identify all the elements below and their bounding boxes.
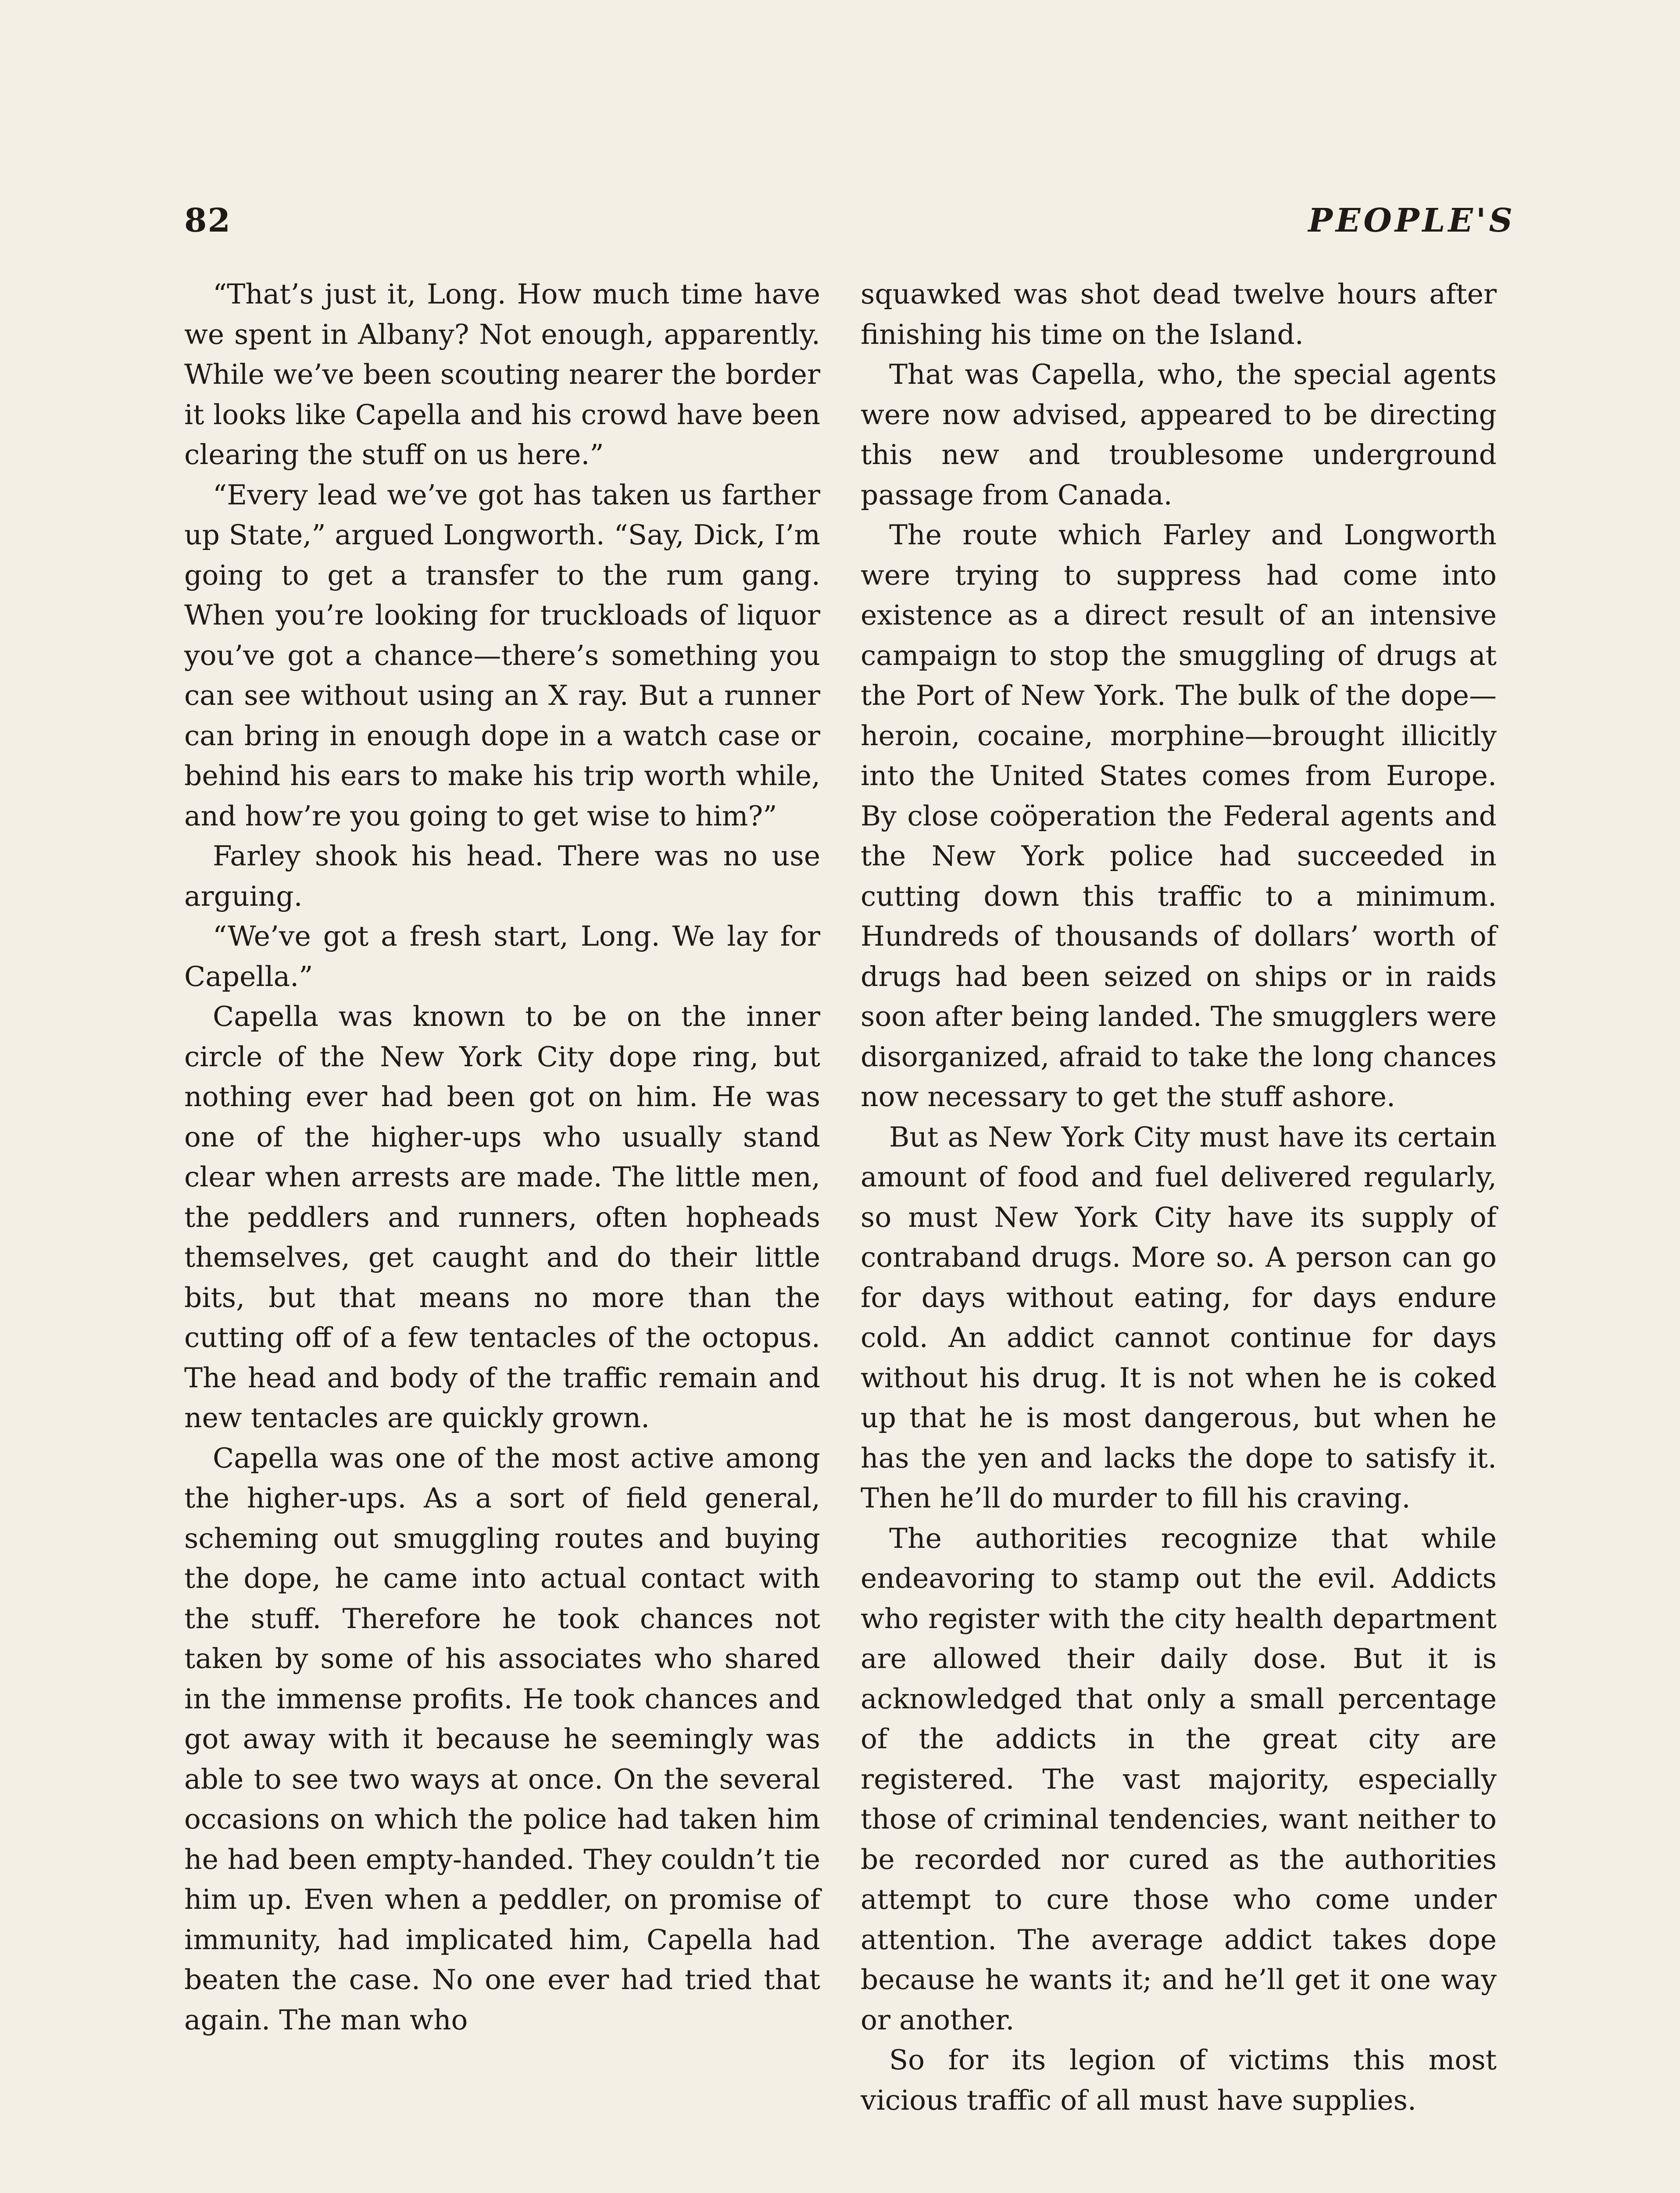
paragraph: But as New York City must have its certain amount of food and fuel delivered regularly, so must New York City have its supply of contraband drugs. More so. A person can go for days without eating, for days endure cold. An addict cannot continue for days without his drug. It is not when he is coked up that he is most dangerous, but when he has the yen and lacks the dope to satisfy it. Then he’ll do murder to fill his craving. <box>861 1121 1497 1514</box>
paragraph: Farley shook his head. There was no use arguing. <box>184 840 820 912</box>
paragraph: “We’ve got a fresh start, Long. We lay for Capella.” <box>184 920 820 993</box>
paragraph: “That’s just it, Long. How much time have we spent in Albany? Not enough, apparently. While we’ve been scouting nearer the border it looks like Capella and his crowd have been clearing the stuff on us here.” <box>184 278 820 471</box>
paragraph: “Every lead we’ve got has taken us farther up State,” argued Longworth. “Say, Dick, I’m going to get a transfer to the rum gang. When you’re looking for truckloads of liquor you’ve got a chance—there’s something you can see without using an X ray. But a runner can bring in enough dope in a watch case or behind his ears to make his trip worth while, and how’re you going to get wise to him?” <box>184 479 820 832</box>
page-number: 82 <box>184 202 231 239</box>
paragraph: So for its legion of victims this most vicious traffic of all must have supplies. <box>861 2044 1497 2116</box>
paragraph-continuation: squawked was shot dead twelve hours after finishing his time on the Island. <box>861 278 1497 350</box>
paragraph: The authorities recognize that while endeavoring to stamp out the evil. Addicts who register with the city health department are allowed their daily dose. But it is acknowledged that only a small percentage of the addicts in the great city are registered. The vast majority, especially those of criminal tendencies, want neither to be recorded nor cured as the authorities attempt to cure those who come under attention. The average addict takes dope because he wants it; and he’ll get it one way or another. <box>861 1522 1497 2036</box>
paragraph: The route which Farley and Longworth were trying to suppress had come into existence as a direct result of an intensive campaign to stop the smuggling of drugs at the Port of New York. The bulk of the dope—heroin, cocaine, morphine—brought illicitly into the United States comes from Europe. By close coöperation the Federal agents and the New York police had succeeded in cutting down this traffic to a minimum. Hundreds of thousands of dollars’ worth of drugs had been seized on ships or in raids soon after being landed. The smugglers were disorganized, afraid to take the long chances now necessary to get the stuff ashore. <box>861 519 1497 1113</box>
right-column <box>861 274 1497 2120</box>
paragraph: Capella was one of the most active among the higher-ups. As a sort of field general, scheming out smuggling routes and buying the dope, he came into actual contact with the stuff. Therefore he took chances not taken by some of his associates who shared in the immense profits. He took chances and got away with it because he seemingly was able to see two ways at once. On the several occasions on which the police had taken him he had been empty-handed. They couldn’t tie him up. Even when a peddler, on promise of immunity, had implicated him, Capella had beaten the case. No one ever had tried that again. The man who <box>184 1442 820 2036</box>
paragraph: Capella was known to be on the inner circle of the New York City dope ring, but nothing ever had been got on him. He was one of the higher-ups who usually stand clear when arrests are made. The little men, the peddlers and runners, often hopheads themselves, get caught and do their little bits, but that means no more than the cutting off of a few tentacles of the octopus. The head and body of the traffic remain and new tentacles are quickly grown. <box>184 1000 820 1434</box>
left-column <box>184 274 820 2040</box>
running-head: PEOPLE'S <box>1308 202 1516 239</box>
paragraph: That was Capella, who, the special agents were now advised, appeared to be directing this new and troublesome underground passage from Canada. <box>861 358 1497 511</box>
